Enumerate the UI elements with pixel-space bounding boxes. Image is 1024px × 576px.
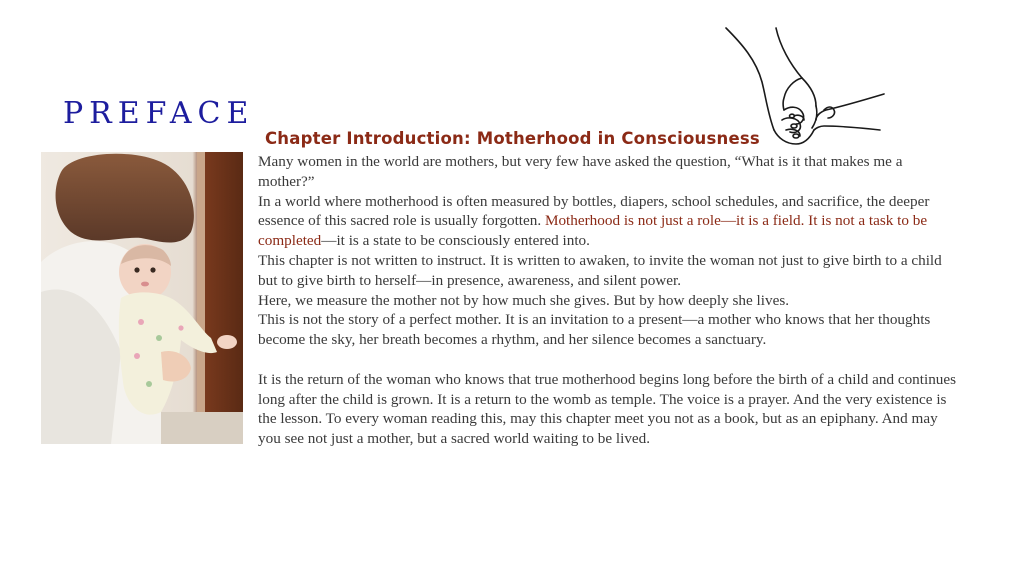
paragraph-4: Here, we measure the mother not by how much she gives. But by how deeply she lives. [258,291,790,309]
paragraph-2-end: —it is a state to be consciously entered into. [321,232,590,250]
paragraph-5: This is not the story of a perfect mother. It is an invitation to a present—a mother who knows that her thoughts become the sky, her breath becomes a rhythm, and her silence becomes a sanctuary. [258,311,931,349]
mother-baby-photo [41,152,243,444]
chapter-heading: Chapter Introduction: Motherhood in Consciousness [265,129,760,148]
paragraph-1: Many women in the world are mothers, but very few have asked the question, “What is it that makes me a mother?” [258,153,903,190]
paragraph-2 [258,192,958,251]
body-text [258,152,958,449]
paragraph-6: It is the return of the woman who knows that true motherhood begins long before the birth of a child and continues long after the child is grown. It is a return to the womb as temple. The voice is a prayer. And the very existence is the lesson. To every woman reading this, may this chapter meet you not as a book, but as an epiphany. And may you see not just a mother, but a sacred world waiting to be lived. [258,370,957,448]
paragraph-2-start: In a world where motherhood is often measured by bottles, diapers, school schedules, and sacrifice, the deeper essence of this sacred role is usually forgotten. [258,192,930,230]
preface-title: PREFACE [63,96,255,131]
photo-illustration [41,152,243,444]
paragraph-gap [258,350,958,370]
paragraph-2-highlight: Motherhood is not just a role—it is a field. It is not a task to be completed [258,212,928,250]
paragraph-3: This chapter is not written to instruct. It is written to awaken, to invite the woman not just to give birth to a child but to give birth to herself—in presence, awareness, and silent power. [258,251,942,289]
